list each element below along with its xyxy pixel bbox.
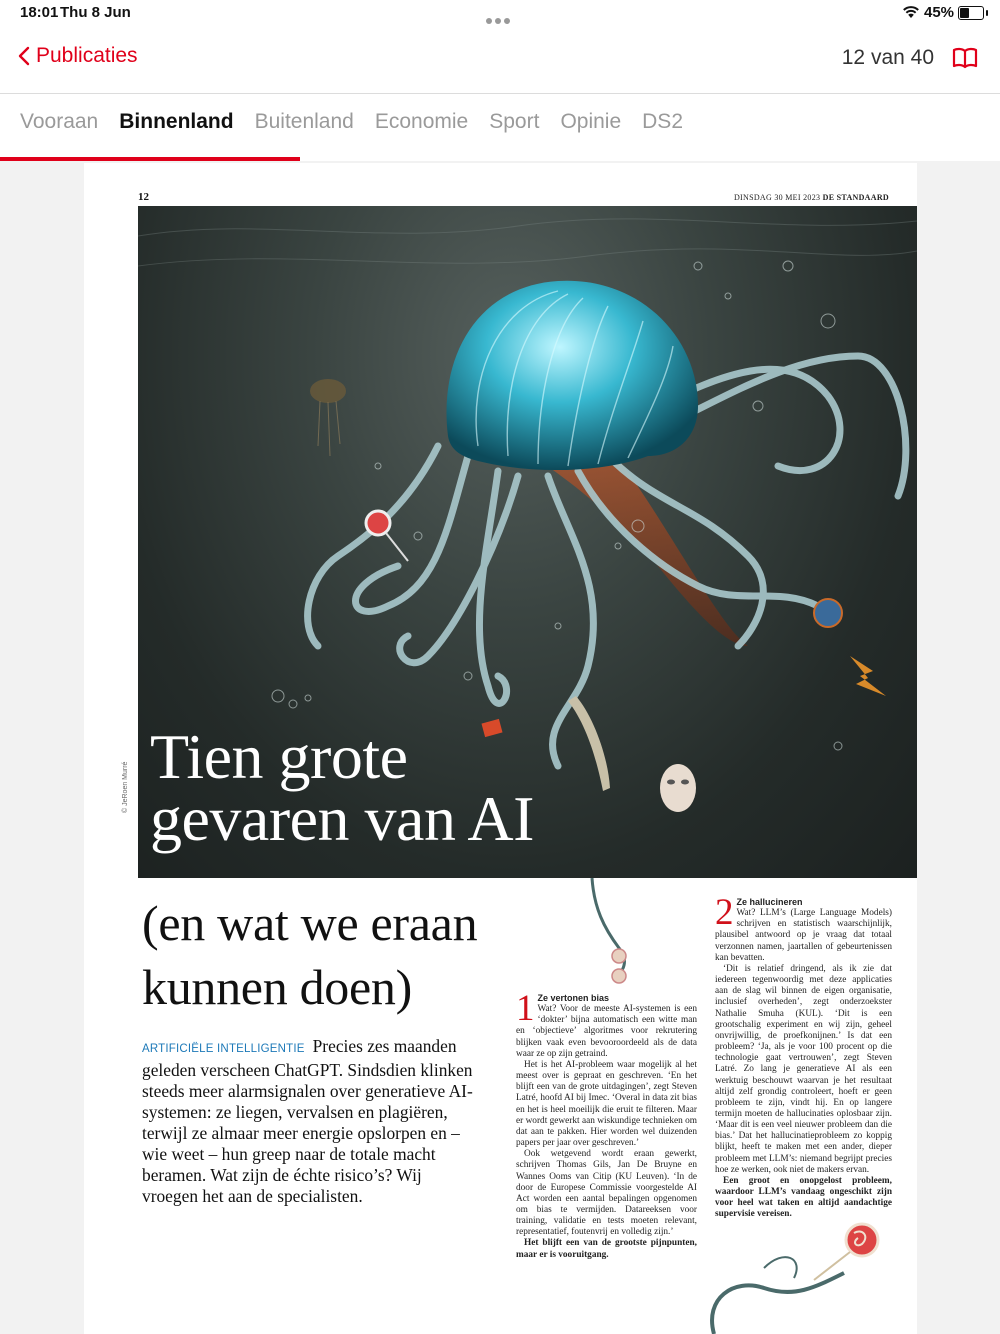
article-title [150, 721, 534, 854]
reader-area [0, 161, 1000, 1334]
article-title-line2: gevaren van AI [150, 783, 534, 854]
newspaper-page[interactable] [84, 163, 917, 1334]
tab-buitenland[interactable]: Buitenland [254, 110, 354, 133]
dateline-date: DINSDAG 30 MEI 2023 [733, 193, 821, 202]
section-1-heading: Ze vertonen bias [537, 993, 610, 1003]
photo-credit: © JeRoen Murré [122, 761, 129, 813]
status-time: 18:01 [20, 4, 59, 21]
open-book-icon[interactable] [952, 46, 978, 70]
tab-sport[interactable]: Sport [489, 110, 540, 133]
status-date: Thu 8 Jun [60, 4, 131, 21]
battery-percent: 45% [924, 4, 955, 21]
section-1-number: 1 [516, 988, 535, 1029]
article-subtitle [142, 891, 477, 1019]
section-2-paragraph: ‘Dit is relatief dringend, als ik zie dat iedereen tegenwoordig met deze applicaties aan de slag wil binnen de eigen organisatie, inclusief overheden’, zegt onderzoekster Nathalie Smuha (KUL). ‘Dit is een grootschalig experiment en wij zijn, geheel onvrijwillig, de proefkonijnen.’ Is dat een probleem? ‘Ja, als je voor 100 procent op die technologie gaat vertrouwen’, zegt Steven Latré. Zo lang je generatieve AI als een werktuig beschouwt waarvan je het resultaat altijd zelf grondig controleert, hoeft er geen probleem te zijn, vindt hij. En op langere termijn moeten de hallucinaties oplosbaar zijn. ‘Maar dit is een veel nieuwer probleem dan die bias.’ Dat het hallucinatieprobleem zo koppig blijkt, heeft te maken met een ander, dieper probleem met LLM’s: niemand begrijpt precies hoe ze werken, ook niet de makers ervan. [715, 963, 892, 1175]
wifi-icon [902, 5, 920, 19]
section-2-conclusion: Een groot en onopgelost probleem, waardoor LLM’s vandaag ongeschikt zijn voor heel wat taken en altijd aandachtige supervisie vereisen. [715, 1175, 892, 1220]
dateline [734, 193, 889, 202]
article-subtitle-line1: (en wat we eraan [142, 895, 478, 951]
masthead: DE STANDAARD [822, 193, 889, 202]
article-subtitle-line2: kunnen doen) [142, 959, 412, 1015]
battery-icon [958, 6, 984, 20]
tab-opinie[interactable]: Opinie [560, 110, 622, 133]
back-button[interactable] [18, 44, 138, 68]
article-title-line1: Tien grote [150, 721, 408, 792]
section-tabs [20, 110, 704, 134]
section-2-number: 2 [715, 892, 734, 933]
section-1-paragraph: Het is het AI-probleem waar mogelijk al het meest over is gepraat en geschreven. ‘En het blijft een van de grote uitdagingen’, zegt Steven Latré, hoofd AI bij Imec. ‘Overal in data zit bias en het is heel moeilijk die eruit te filteren. Maar er wordt gewerkt aan wiskundige technieken om dat aan te pakken. Hier worden wel duizenden papers per jaar over geschreven.’ [516, 1059, 697, 1149]
chevron-left-icon [18, 46, 30, 66]
section-1-paragraph: Ook wetgevend wordt eraan gewerkt, schrijven Thomas Gils, Jan De Bruyne en Wannes Ooms van Citip (KU Leuven). ‘In de door de Europese Commissie voorgestelde AI Act worden een aantal bepalingen opgenomen om bias te vermijden. Datareeksen voor training, validatie en tests moeten relevant, representatief, foutenvrij en volledig zijn.’ [516, 1149, 697, 1238]
section-2-heading: Ze hallucineren [736, 897, 803, 907]
hero-illustration [138, 206, 917, 878]
section-2-paragraph: Wat? LLM’s (Large Language Models) schrijven en statistisch waarschijnlijk, plausibel antwoord op je vraag dat totaal verzonnen namen, jaartallen of gebeurtenissen kan bevatten. [715, 908, 892, 963]
article-intro-text: Precies zes maanden geleden verscheen ChatGPT. Sindsdien klinken steeds meer alarmsignalen over generatieve AI-systemen: ze liegen, vervalsen en plagiëren, terwijl ze almaar meer energie opslorpen en – wie weet – hun greep naar de totale macht beramen. Wat zijn de échte risico’s? Wij vroegen het aan de specialisten. [142, 1036, 473, 1206]
pendant-illustration [584, 878, 644, 988]
back-button-label: Publicaties [36, 44, 138, 67]
section-1 [516, 988, 697, 1261]
article-intro [142, 1036, 482, 1207]
page-number: 12 [138, 191, 149, 203]
navigation-bar [0, 28, 1000, 92]
tab-ds2[interactable]: DS2 [642, 110, 683, 133]
multitasking-dots-icon[interactable] [486, 11, 513, 29]
lollipop-string-illustration [704, 1218, 894, 1334]
section-1-conclusion: Het blijft een van de grootste pijnpunten, maar er is vooruitgang. [516, 1238, 697, 1260]
tab-binnenland[interactable]: Binnenland [119, 110, 234, 133]
tab-vooraan[interactable]: Vooraan [20, 110, 99, 133]
status-bar [0, 0, 1000, 28]
page-counter: 12 van 40 [841, 46, 934, 69]
section-2 [715, 892, 892, 1221]
section-1-paragraph: Wat? Voor de meeste AI-systemen is een ‘dokter’ bijna automatisch een witte man en ‘objectieve’ algoritmes voor rekrutering blijken vaak even bevooroordeeld als de data waar ze op zijn getraind. [516, 1004, 697, 1059]
tab-economie[interactable]: Economie [374, 110, 469, 133]
article-kicker: ARTIFICIËLE INTELLIGENTIE [142, 1043, 305, 1055]
nav-divider [0, 93, 1000, 94]
